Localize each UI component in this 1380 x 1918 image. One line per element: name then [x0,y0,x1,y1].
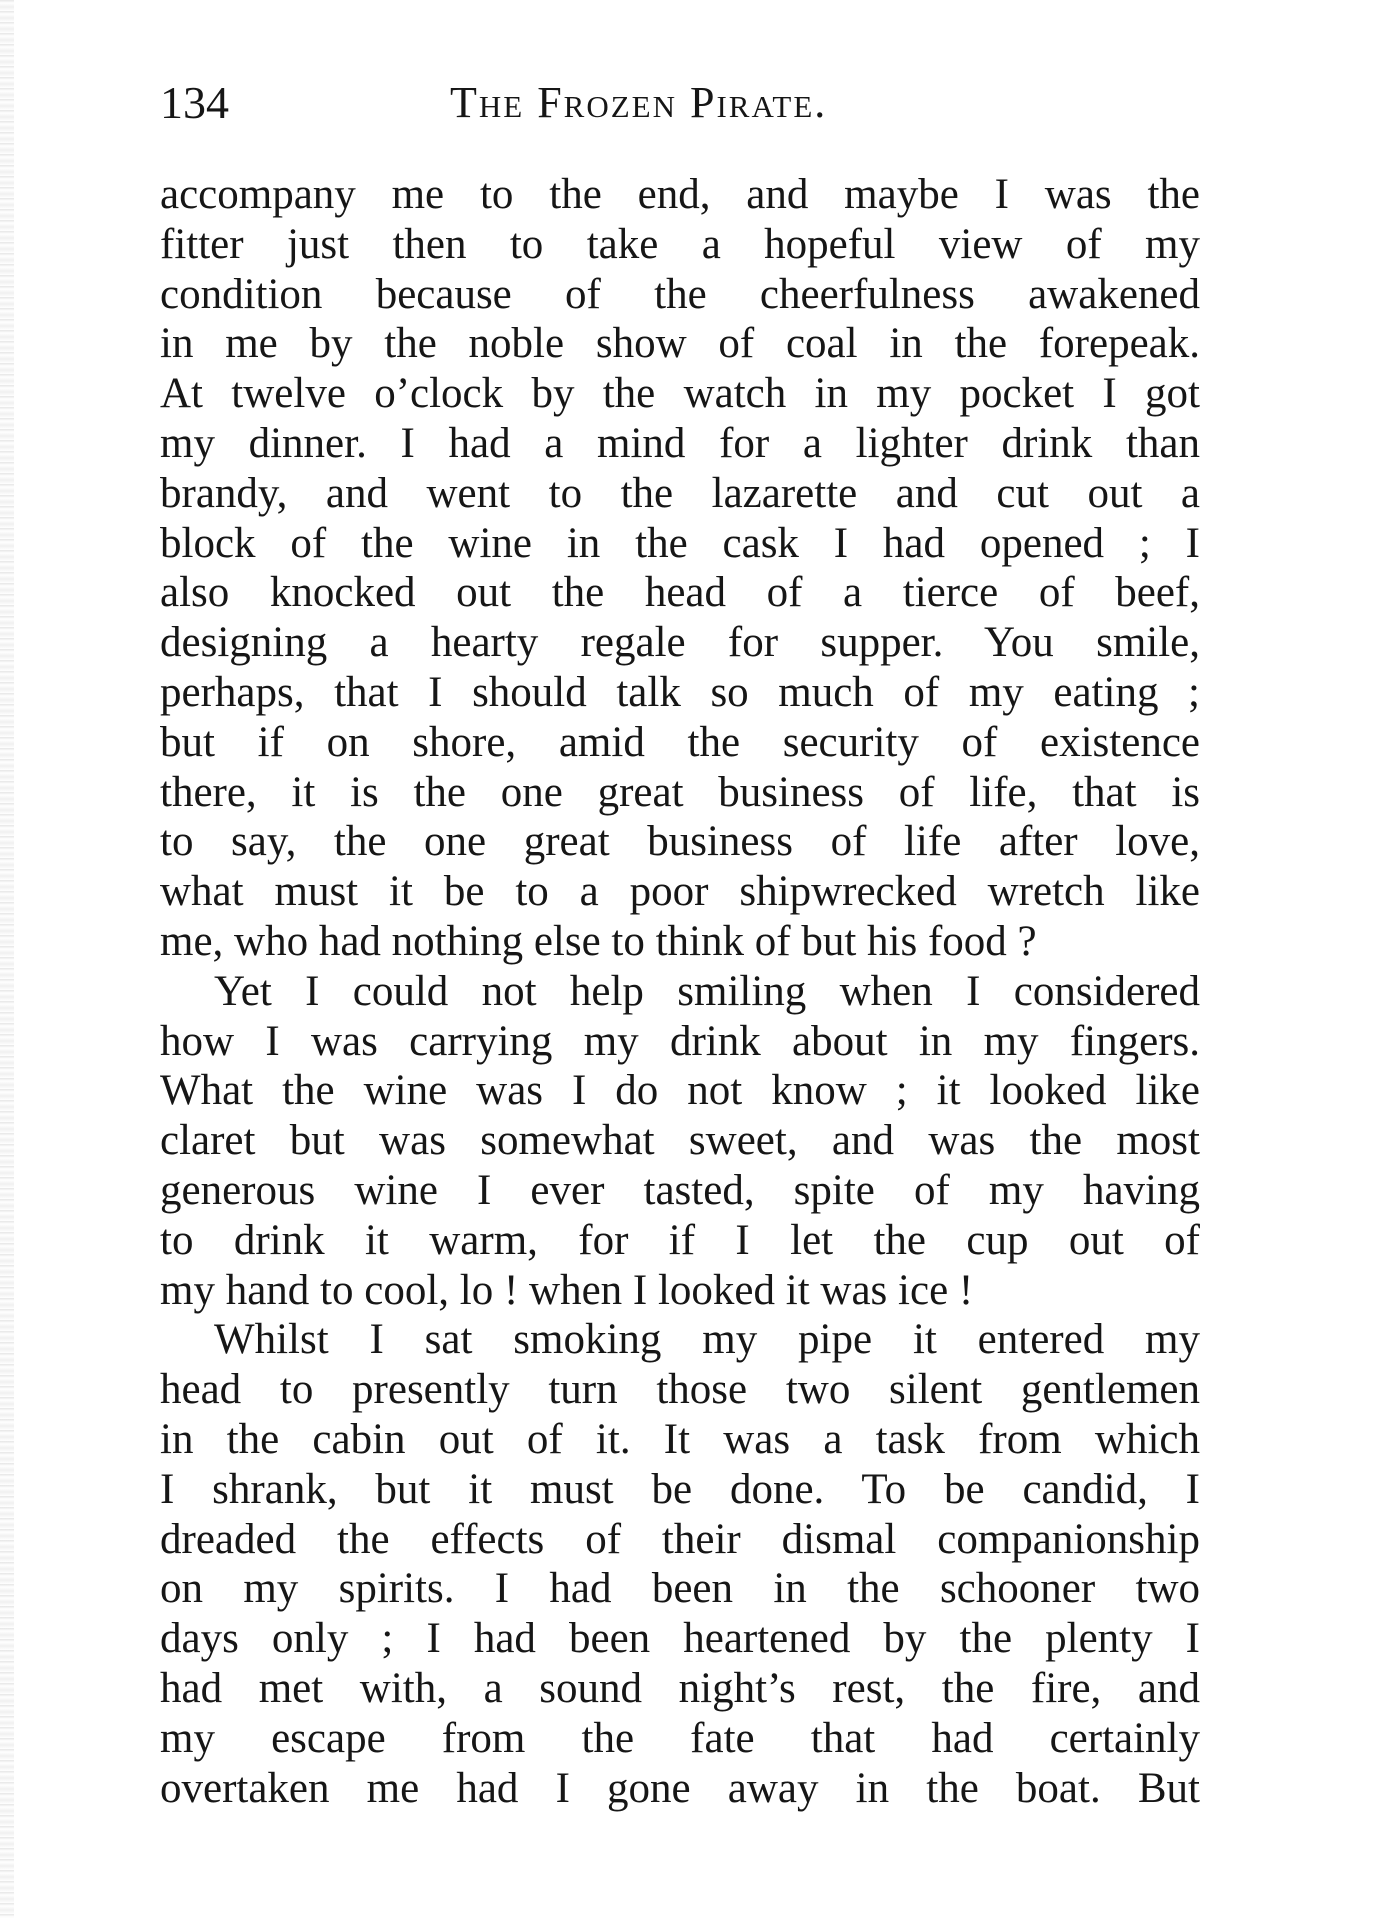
text-line: how I was carrying my drink about in my fingers. [160,1017,1200,1065]
text-line: my escape from the fate that had certainly [160,1714,1200,1762]
text-line: overtaken me had I gone away in the boat. But [160,1764,1200,1812]
text-line: had met with, a sound night’s rest, the fire, and [160,1664,1200,1712]
page-header [160,68,1200,138]
text-line: me, who had nothing else to think of but his food ? [160,917,1037,965]
text-line: I shrank, but it must be done. To be candid, I [160,1465,1200,1513]
text-line: my hand to cool, lo ! when I looked it was ice ! [160,1266,974,1314]
text-line: Yet I could not help smiling when I considered [214,967,1200,1015]
text-line: claret but was somewhat sweet, and was the most [160,1117,1200,1165]
text-line: fitter just then to take a hopeful view of my [160,220,1200,268]
text-line: to say, the one great business of life after love, [160,818,1200,866]
text-line: to drink it warm, for if I let the cup out of [160,1216,1200,1264]
text-line: in the cabin out of it. It was a task from which [160,1415,1200,1463]
scan-edge-shadow [0,0,14,1918]
text-line: on my spirits. I had been in the schooner two [160,1565,1200,1613]
text-line: but if on shore, amid the security of existence [160,718,1200,766]
text-line: What the wine was I do not know ; it looked like [160,1067,1200,1115]
text-line: condition because of the cheerfulness awakened [160,270,1200,318]
text-line: there, it is the one great business of life, that is [160,768,1200,816]
text-line: days only ; I had been heartened by the plenty I [160,1615,1200,1663]
body-text [160,170,1200,1813]
text-line: block of the wine in the cask I had opened ; I [160,519,1200,567]
text-line: accompany me to the end, and maybe I was the [160,171,1200,218]
text-line: my dinner. I had a mind for a lighter drink than [160,419,1200,467]
text-line: head to presently turn those two silent gentlemen [160,1366,1200,1414]
text-line: generous wine I ever tasted, spite of my having [160,1166,1200,1214]
text-line: dreaded the effects of their dismal companionship [160,1515,1200,1563]
text-line: At twelve o’clock by the watch in my pocket I got [160,370,1200,418]
running-head: The Frozen Pirate. [450,78,828,127]
text-line: perhaps, that I should talk so much of my eating ; [160,668,1200,716]
text-line: in me by the noble show of coal in the forepeak. [160,320,1200,368]
text-line: Whilst I sat smoking my pipe it entered my [214,1316,1200,1364]
text-line: also knocked out the head of a tierce of beef, [160,569,1200,617]
text-line: what must it be to a poor shipwrecked wretch like [160,868,1200,916]
text-line: brandy, and went to the lazarette and cut out a [160,469,1200,517]
page-number: 134 [160,77,229,128]
text-line: designing a hearty regale for supper. You smile, [160,619,1200,667]
